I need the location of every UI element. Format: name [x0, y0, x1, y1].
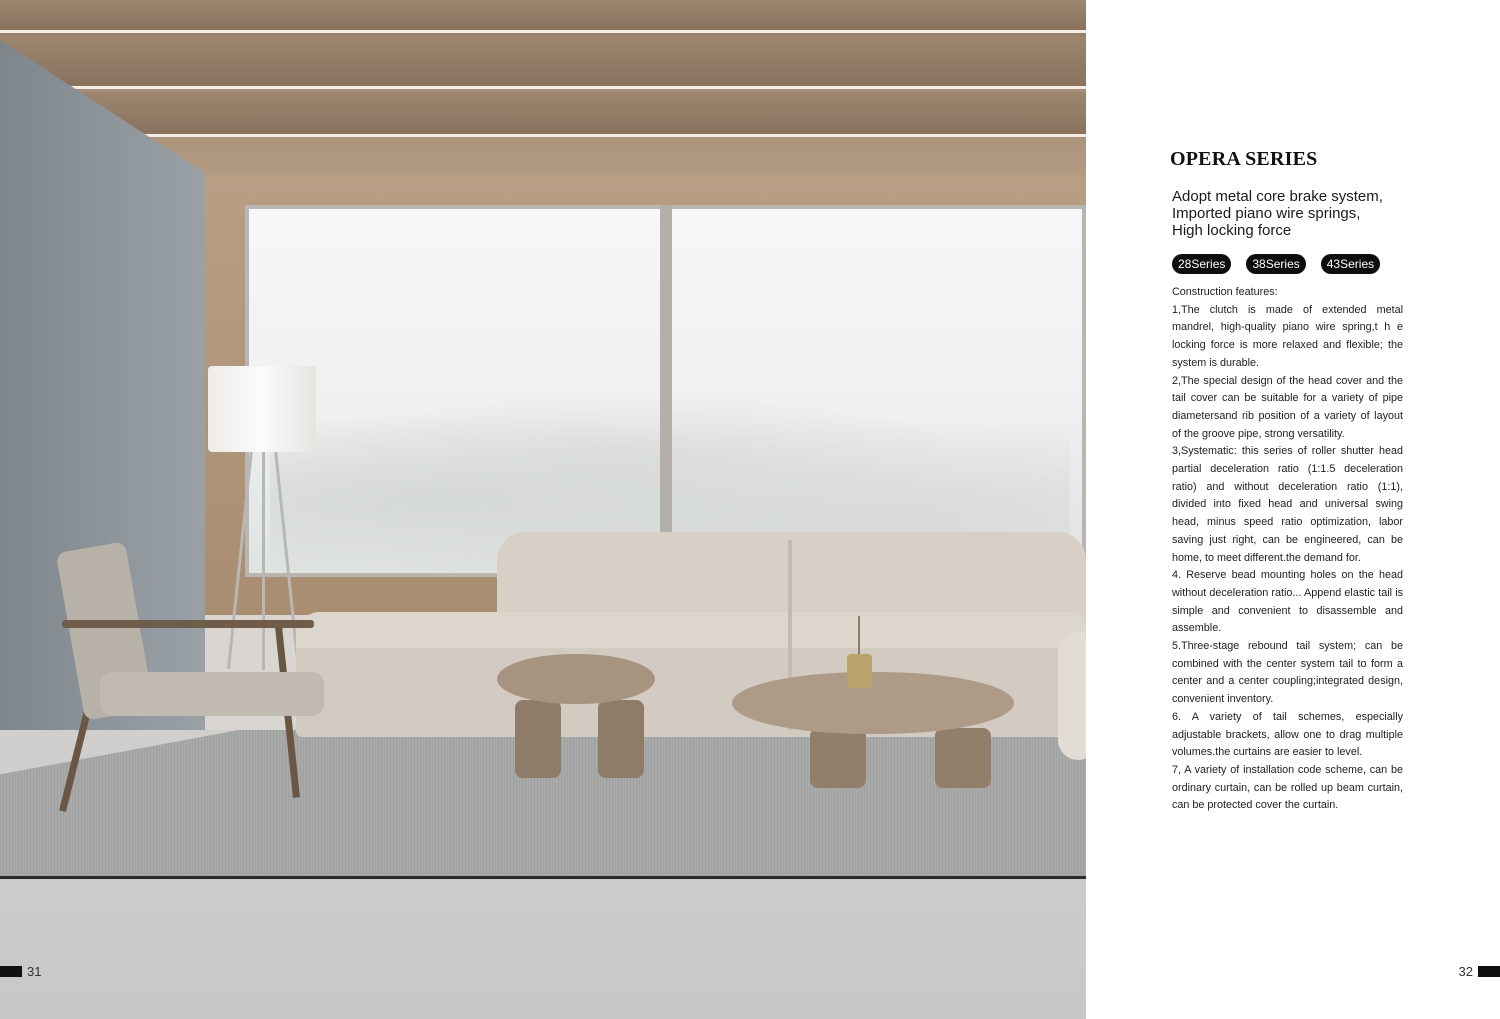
feature-item: 3,Systematic: this series of roller shutter head partial deceleration ratio (1:1.5 deceleration ratio) and without deceleration ratio (1:1), divided into fixed head and universal swing head, minus speed ratio optimization, labor saving just right, can be engineered, can be home, to meet different.the demand for. [1172, 445, 1403, 564]
lamp-leg [262, 450, 265, 670]
tagline-line: Adopt metal core brake system, [1172, 188, 1383, 205]
sofa-cushion [296, 612, 1086, 648]
armchair-arm [62, 620, 314, 628]
armchair-seat [100, 672, 324, 716]
tagline-line: High locking force [1172, 222, 1292, 239]
coffee-table [732, 672, 1014, 734]
series-tag: 38Series [1246, 254, 1305, 274]
page-title: OPERA SERIES [1170, 148, 1318, 170]
ceiling-beam [0, 92, 1086, 134]
window-mullion [660, 205, 672, 577]
rug-edge [0, 876, 1086, 879]
feature-item: 5.Three-stage rebound tail system; can be combined with the center system tail to form a center and a center coupling;integrated design, convenient inventory. [1172, 640, 1403, 706]
tagline-line: Imported piano wire springs, [1172, 205, 1361, 222]
coffee-table-leg [935, 728, 991, 788]
beam-highlight [0, 30, 1086, 33]
reed-diffuser [847, 654, 872, 688]
features-heading: Construction features: [1172, 286, 1278, 298]
coffee-table-leg [810, 728, 866, 788]
feature-item: 1,The clutch is made of extended metal mandrel, high-quality piano wire spring,t h e locking force is more relaxed and flexible; the system is durable. [1172, 303, 1403, 369]
page-marker-bar [0, 966, 22, 977]
page-number-right [1459, 964, 1500, 979]
page-number-left [0, 964, 41, 979]
sofa-arm [1058, 632, 1086, 760]
tagline [1172, 188, 1432, 239]
feature-item: 2,The special design of the head cover and the tail cover can be suitable for a variety of pipe diametersand rib position of a variety of layout of the groove pipe, strong versatility. [1172, 374, 1403, 440]
ceiling-beam [0, 0, 1086, 30]
series-tags [1172, 254, 1380, 274]
series-tag: 28Series [1172, 254, 1231, 274]
page-number-text: 31 [27, 964, 42, 979]
feature-item: 7, A variety of installation code scheme, can be ordinary curtain, can be rolled up beam curtain, can be protected cover the curtain. [1172, 763, 1403, 812]
side-table-leg [515, 700, 561, 778]
beam-highlight [0, 86, 1086, 89]
page-marker-bar [1478, 966, 1500, 977]
feature-item: 6. A variety of tail schemes, especially adjustable brackets, allow one to drag multiple volumes.the curtains are easier to level. [1172, 710, 1403, 759]
page-number-text: 32 [1458, 964, 1473, 979]
series-tag: 43Series [1321, 254, 1380, 274]
feature-item: 4. Reserve bead mounting holes on the head without deceleration ratio... Append elastic tail is simple and convenient to disassemble and assemble. [1172, 569, 1403, 635]
beam-highlight [0, 134, 1086, 137]
diffuser-sticks [858, 616, 860, 656]
floor-lamp [208, 366, 316, 452]
construction-features [1172, 284, 1403, 815]
ceiling-beam [0, 36, 1086, 86]
side-table-leg [598, 700, 644, 778]
side-table [497, 654, 655, 704]
